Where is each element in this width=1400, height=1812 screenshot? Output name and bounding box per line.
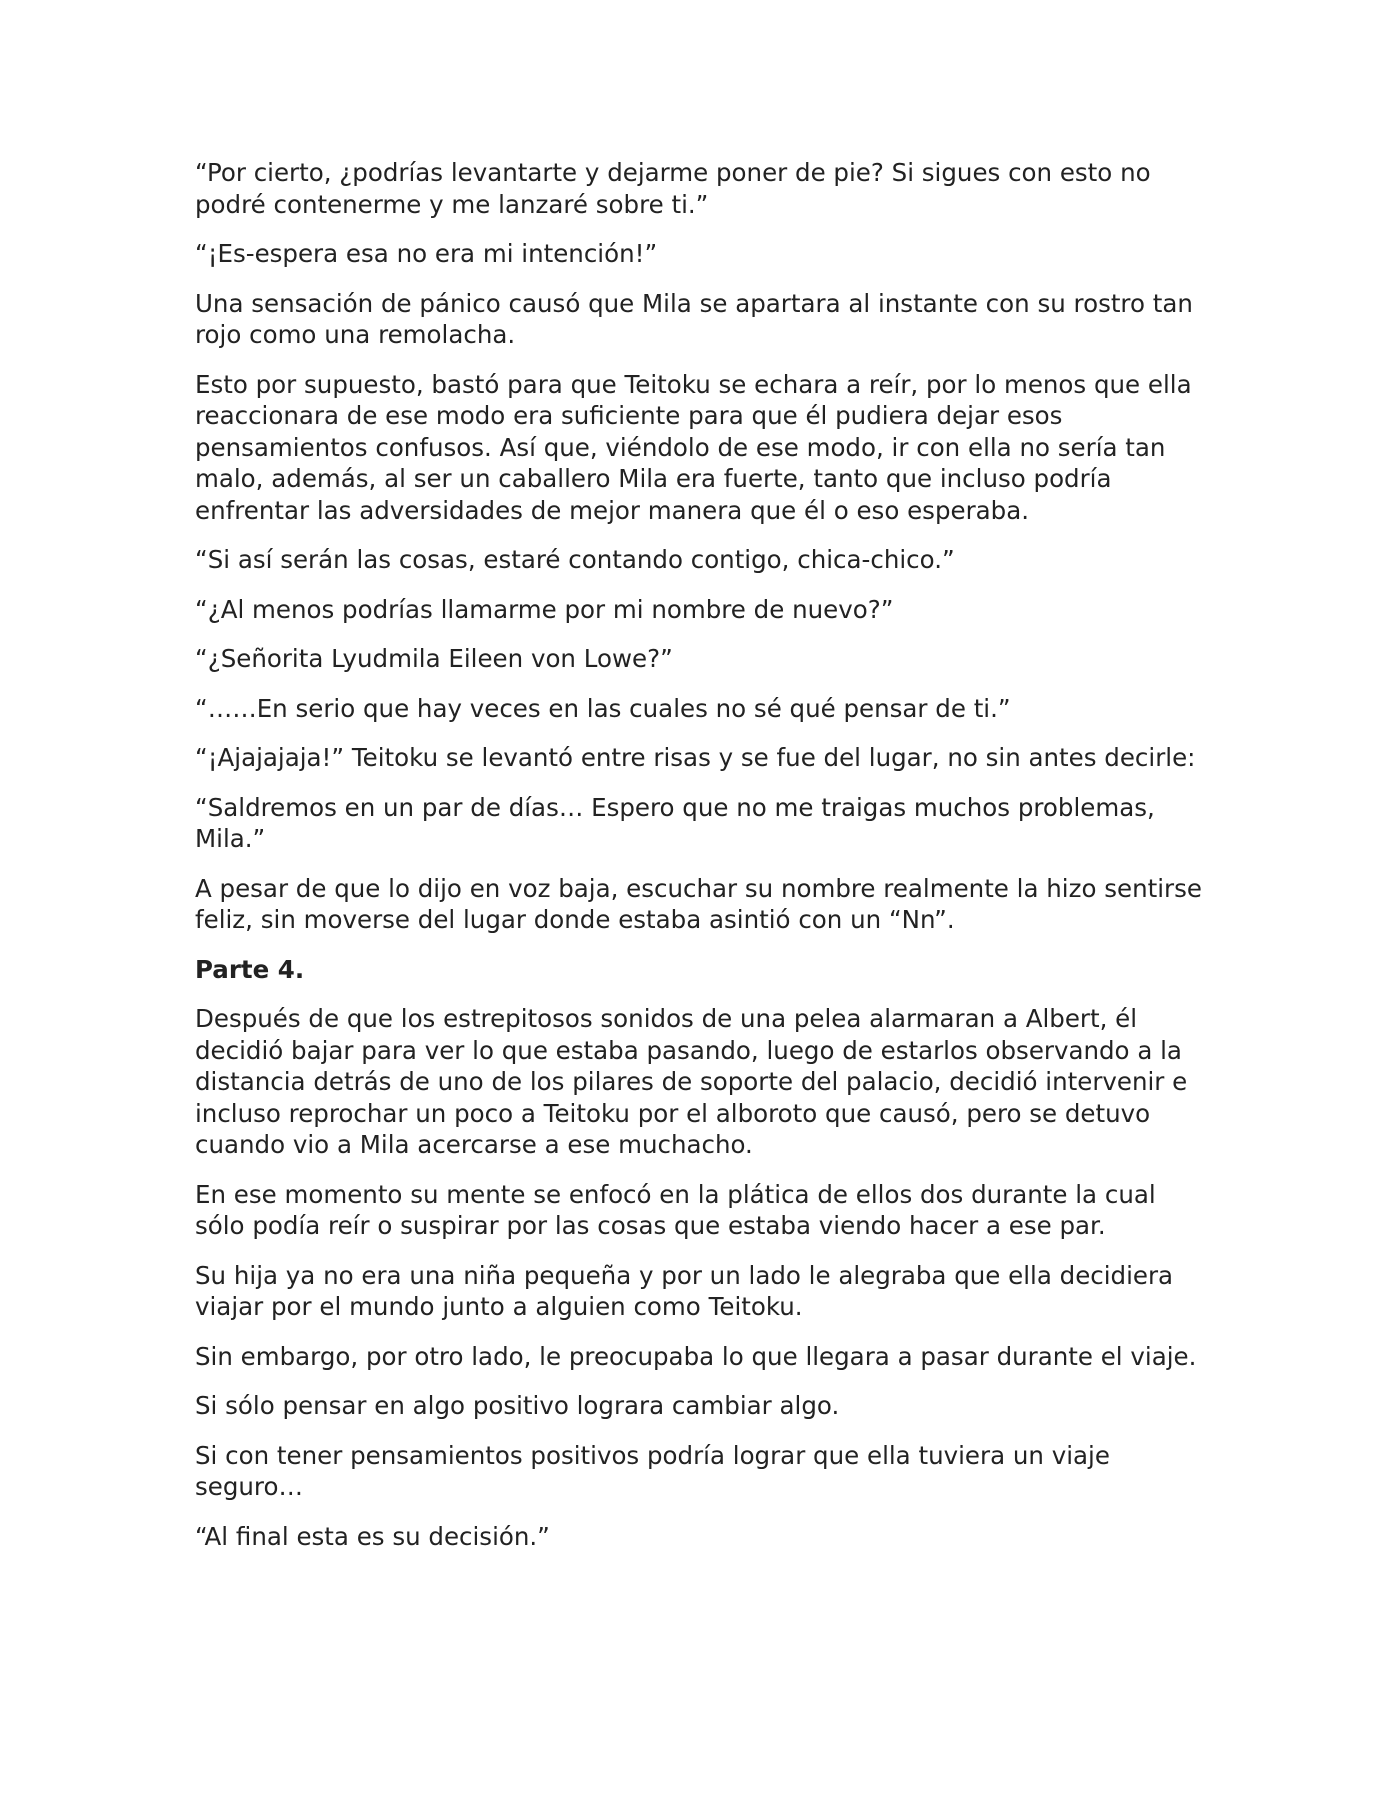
document-page bbox=[195, 157, 1210, 1570]
paragraph: Si con tener pensamientos positivos podría lograr que ella tuviera un viaje seguro… bbox=[195, 1440, 1110, 1501]
paragraph: Su hija ya no era una niña pequeña y por un lado le alegraba que ella decidiera viajar por el mundo junto a alguien como Teitoku. bbox=[195, 1260, 1174, 1321]
paragraph: “¡Ajajajaja!” Teitoku se levantó entre risas y se fue del lugar, no sin antes decirle: bbox=[195, 743, 1196, 772]
paragraph: Si sólo pensar en algo positivo lograra cambiar algo. bbox=[195, 1391, 840, 1420]
paragraph: A pesar de que lo dijo en voz baja, escuchar su nombre realmente la hizo sentirse feliz, sin moverse del lugar donde estaba asintió con un “Nn”. bbox=[195, 873, 1202, 934]
paragraph: “¿Señorita Lyudmila Eileen von Lowe?” bbox=[195, 644, 673, 673]
paragraph: “Saldremos en un par de días… Espero que no me traigas muchos problemas, Mila.” bbox=[195, 792, 1155, 853]
paragraph: En ese momento su mente se enfocó en la plática de ellos dos durante la cual sólo podía reír o suspirar por las cosas que estaba viendo hacer a ese par. bbox=[195, 1179, 1156, 1240]
paragraph: “Por cierto, ¿podrías levantarte y dejarme poner de pie? Si sigues con esto no podré contenerme y me lanzaré sobre ti.” bbox=[195, 158, 1151, 219]
paragraph: “……En serio que hay veces en las cuales no sé qué pensar de ti.” bbox=[195, 693, 1011, 723]
paragraph: “¿Al menos podrías llamarme por mi nombre de nuevo?” bbox=[195, 594, 894, 624]
section-heading: Parte 4. bbox=[195, 954, 305, 984]
paragraph: “¡Es-espera esa no era mi intención!” bbox=[195, 239, 658, 268]
paragraph: “Al final esta es su decisión.” bbox=[195, 1521, 550, 1551]
paragraph: Una sensación de pánico causó que Mila se apartara al instante con su rostro tan rojo como una remolacha. bbox=[195, 288, 1193, 349]
paragraph: “Si así serán las cosas, estaré contando contigo, chica-chico.” bbox=[195, 545, 955, 574]
paragraph: Sin embargo, por otro lado, le preocupaba lo que llegara a pasar durante el viaje. bbox=[195, 1341, 1197, 1371]
paragraph: Después de que los estrepitosos sonidos de una pelea alarmaran a Albert, él decidió bajar para ver lo que estaba pasando, luego de estarlos observando a la distancia detrás de uno de los pilares de soporte del palacio, decidió intervenir e incluso reprochar un poco a Teitoku por el alboroto que causó, pero se detuvo cuando vio a Mila acercarse a ese muchacho. bbox=[195, 1004, 1188, 1159]
paragraph: Esto por supuesto, bastó para que Teitoku se echara a reír, por lo menos que ella reaccionara de ese modo era suficiente para que él pudiera dejar esos pensamientos confusos. Así que, viéndolo de ese modo, ir con ella no sería tan malo, además, al ser un caballero Mila era fuerte, tanto que incluso podría enfrentar las adversidades de mejor manera que él o eso esperaba. bbox=[195, 369, 1192, 525]
